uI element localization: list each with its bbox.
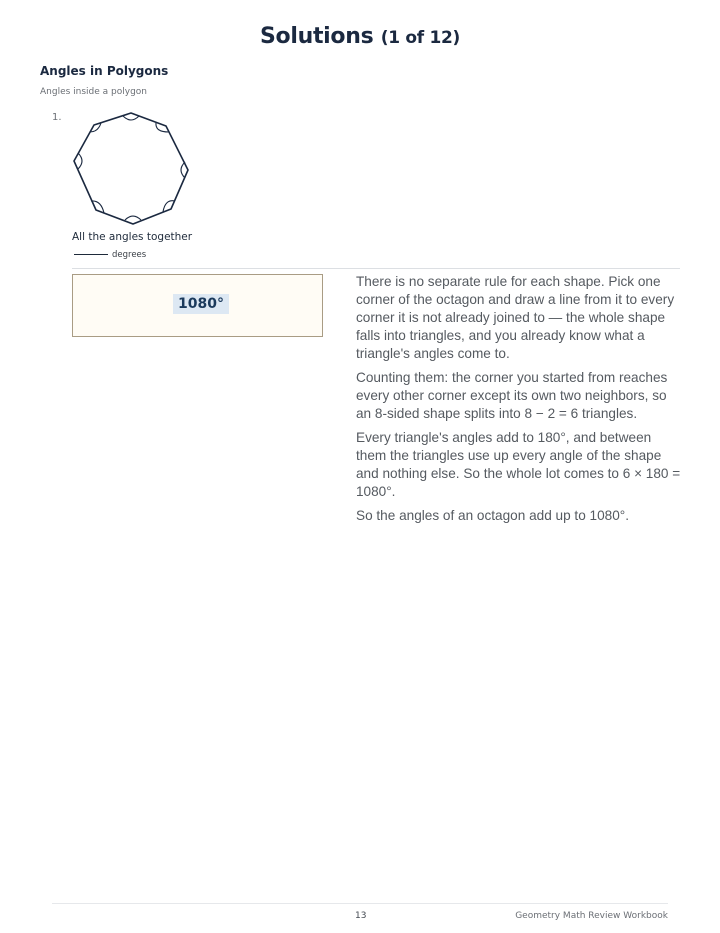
page-title-counter: (1 of 12) xyxy=(380,28,460,48)
page-number: 13 xyxy=(355,911,367,921)
section-divider xyxy=(72,268,680,269)
explanation-paragraph: So the angles of an octagon add up to 1080°. xyxy=(356,508,629,523)
answer-blank xyxy=(74,250,146,260)
answer-box xyxy=(72,274,323,337)
footer-divider xyxy=(52,903,668,904)
page-title-text: Solutions xyxy=(259,24,374,49)
explanation-paragraph: Counting them: the corner you started from reaches every other corner except its own two neighbors, so an 8-sided shape splits into 8 − 2 = 6 triangles. xyxy=(356,370,668,421)
answer-unit: degrees xyxy=(112,250,147,260)
section-title: Angles in Polygons xyxy=(40,64,169,78)
explanation-paragraph: Every triangle's angles add to 180°, and between them the triangles use up every angle of the shape and nothing else. So the whole lot comes to 6 × 180 = 1080°. xyxy=(356,430,681,499)
angle-arc xyxy=(78,153,82,169)
angle-arc xyxy=(123,116,139,120)
section-subtitle: Angles inside a polygon xyxy=(40,87,148,97)
footer-book-title: Geometry Math Review Workbook xyxy=(515,911,668,921)
explanation-paragraph: There is no separate rule for each shape. Pick one corner of the octagon and draw a line from it to every corner it is not already joined to — the whole shape falls into triangles, and you already know what a triangle's angles come to. xyxy=(356,274,675,361)
question-number: 1. xyxy=(52,112,62,123)
octagon-figure xyxy=(70,110,194,228)
angle-arc xyxy=(125,216,141,220)
blank-line xyxy=(74,254,108,255)
octagon-outline xyxy=(74,113,188,224)
answer-value: 1080° xyxy=(173,294,229,314)
page-title xyxy=(0,24,720,49)
explanation xyxy=(356,273,682,531)
question-prompt: All the angles together xyxy=(72,231,193,243)
